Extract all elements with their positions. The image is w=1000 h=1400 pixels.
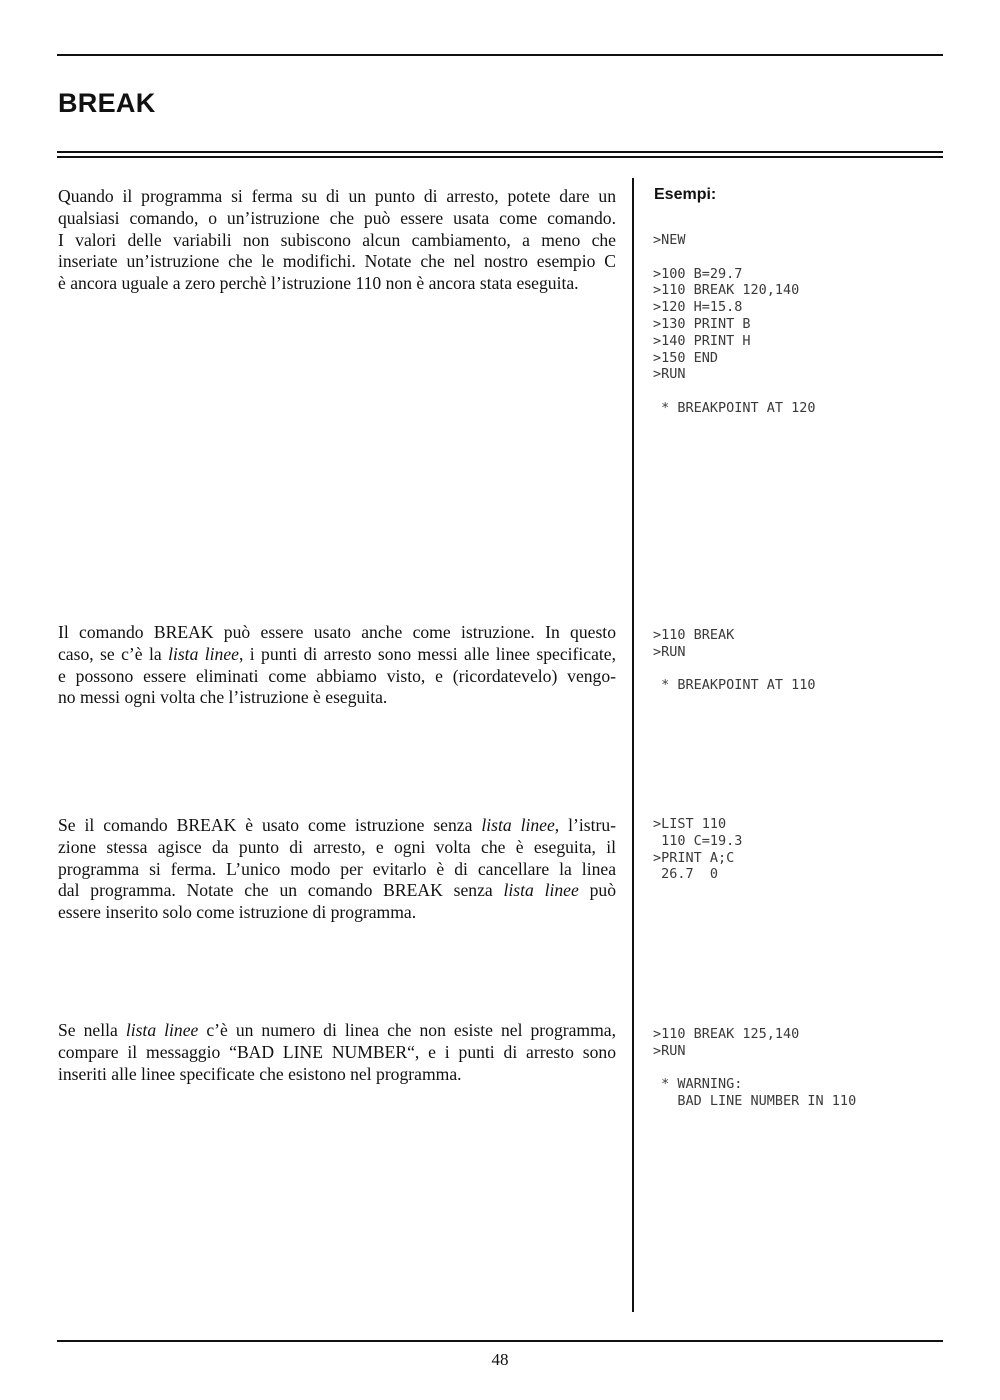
paragraph-line	[58, 1064, 616, 1086]
examples-heading: Esempi:	[654, 186, 717, 203]
text-segment: I valori delle variabili non subiscono alcun cambiamento, a meno che	[58, 229, 616, 250]
text-segment: inseriti alle linee specificate che esistono nel programma.	[58, 1063, 462, 1084]
text-segment: può	[578, 880, 616, 901]
italic-term: lista linee	[125, 1020, 199, 1040]
paragraph-breakpoint-commands	[58, 186, 616, 295]
paragraph-line	[58, 1042, 616, 1064]
paragraph-line	[58, 837, 616, 859]
paragraph-line	[58, 859, 616, 881]
text-segment: zione stessa agisce da punto di arresto, e ogni volta che è eseguita, il	[58, 836, 616, 857]
text-segment: caso, se c’è la	[58, 643, 169, 664]
text-segment: programma si ferma. L’unico modo per evitarlo è di cancellare la linea	[58, 858, 616, 879]
text-segment: dal programma. Notate che un comando BREAK senza	[58, 880, 504, 901]
paragraph-line	[58, 880, 616, 902]
page-number: 48	[491, 1350, 509, 1369]
text-segment: inseriate un’istruzione che le modifichi. Notate che nel nostro esempio C	[58, 251, 616, 272]
page-title: BREAK	[58, 88, 156, 118]
column-divider	[632, 178, 634, 1312]
text-segment: e possono essere eliminati come abbiamo visto, e (ricordatevelo) vengo-	[58, 665, 616, 686]
code-example-break-statement: >110 BREAK >RUN * BREAKPOINT AT 110	[653, 627, 816, 694]
text-segment: Se nella	[58, 1020, 126, 1040]
text-segment: no messi ogni volta che l’istruzione è eseguita.	[58, 687, 388, 708]
text-segment: , i punti di arresto sono messi alle linee specificate,	[238, 643, 616, 664]
paragraph-line	[58, 273, 616, 295]
text-segment: , l’istru-	[554, 815, 616, 835]
paragraph-line	[58, 815, 616, 837]
text-segment: Se il comando BREAK è usato come istruzione senza	[58, 815, 482, 835]
code-example-breakpoint: >NEW >100 B=29.7 >110 BREAK 120,140 >120 H=15.8 >130 PRINT B >140 PRINT H >150 END >RUN * BREAKPOINT AT 120	[653, 232, 816, 416]
title-rule-upper	[57, 151, 943, 153]
paragraph-line	[58, 230, 616, 252]
text-segment: Il comando BREAK può essere usato anche come istruzione. In questo	[58, 622, 616, 642]
code-example-warning: >110 BREAK 125,140 >RUN * WARNING: BAD LINE NUMBER IN 110	[653, 1026, 857, 1110]
code-example-list-print: >LIST 110 110 C=19.3 >PRINT A;C 26.7 0	[653, 816, 743, 883]
paragraph-break-as-statement	[58, 622, 616, 709]
text-segment: c’è un numero di linea che non esiste nel programma,	[198, 1020, 616, 1040]
paragraph-bad-line-number	[58, 1020, 616, 1085]
text-segment: è ancora uguale a zero perchè l’istruzione 110 non è ancora stata eseguita.	[58, 273, 579, 294]
paragraph-line	[58, 687, 616, 709]
paragraph-line	[58, 622, 616, 644]
paragraph-line	[58, 644, 616, 666]
text-segment: qualsiasi comando, o un’istruzione che può essere usata come comando.	[58, 207, 616, 228]
bottom-rule	[57, 1340, 943, 1342]
paragraph-line	[58, 186, 616, 208]
italic-term: lista linee	[503, 880, 579, 901]
italic-term: lista linee	[481, 815, 555, 835]
paragraph-line	[58, 666, 616, 688]
paragraph-break-without-line-list	[58, 815, 616, 924]
title-rule-lower	[57, 156, 943, 158]
top-rule	[57, 54, 943, 56]
text-segment: Quando il programma si ferma su di un punto di arresto, potete dare un	[58, 186, 616, 206]
paragraph-line	[58, 1020, 616, 1042]
text-segment: essere inserito solo come istruzione di programma.	[58, 902, 417, 923]
paragraph-line	[58, 251, 616, 273]
paragraph-line	[58, 902, 616, 924]
text-segment: compare il messaggio “BAD LINE NUMBER“, e i punti di arresto sono	[58, 1041, 616, 1062]
paragraph-line	[58, 208, 616, 230]
italic-term: lista linee	[168, 643, 239, 664]
